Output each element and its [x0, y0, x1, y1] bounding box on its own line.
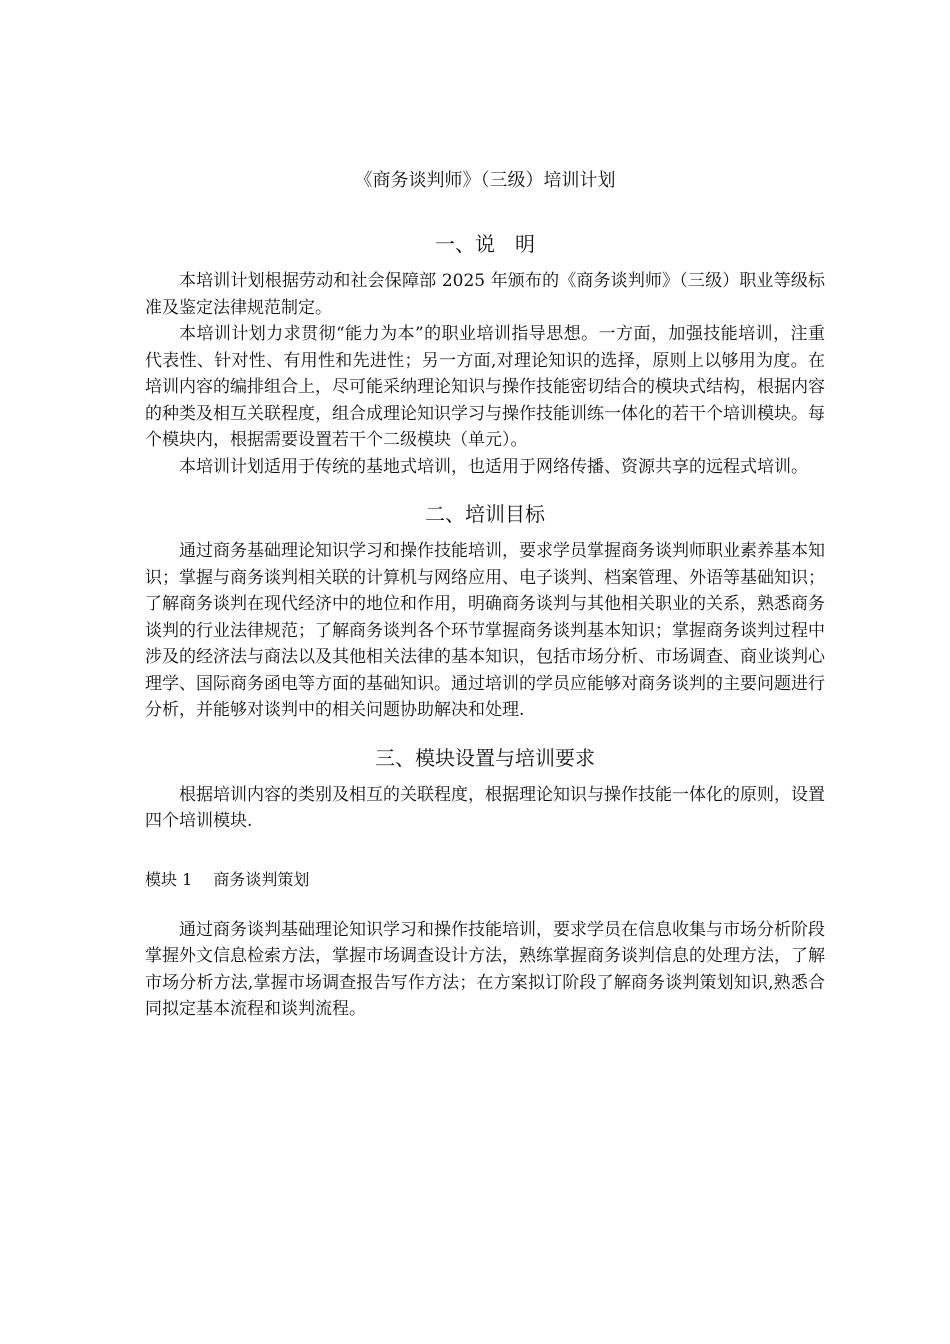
module-1-title: 模块 1 商务谈判策划 [145, 869, 310, 889]
module-1-paragraph: 通过商务谈判基础理论知识学习和操作技能培训，要求学员在信息收集与市场分析阶段掌握外文信息检索方法，掌握市场调查设计方法，熟练掌握商务谈判信息的处理方法，了解市场分析方法,掌握市场调查报告写作方法；在方案拟订阶段了解商务谈判策划知识,熟悉合同拟定基本流程和谈判流程。 [145, 919, 825, 1019]
paragraph: 根据培训内容的类别及相互的关联程度，根据理论知识与操作技能一体化的原则，设置四个培训模块. [145, 784, 825, 831]
document-title: 《商务谈判师》（三级）培训计划 [354, 170, 616, 191]
paragraph: 通过商务基础理论知识学习和操作技能培训，要求学员掌握商务谈判师职业素养基本知识；掌握与商务谈判相关联的计算机与网络应用、电子谈判、档案管理、外语等基础知识；了解商务谈判在现代经济中的地位和作用，明确商务谈判与其他相关职业的关系，熟悉商务谈判的行业法律规范；了解商务谈判各个环节掌握商务谈判基本知识；掌握商务谈判过程中涉及的经济法与商法以及其他相关法律的基本知识，包括市场分析、市场调查、商业谈判心理学、国际商务函电等方面的基础知识。通过培训的学员应能够对商务谈判的主要问题进行分析，并能够对谈判中的相关问题协助解决和处理. [145, 541, 825, 720]
section-heading-training-goals: 二、培训目标 [425, 502, 545, 526]
section-modules [145, 744, 825, 835]
section-explanation [145, 230, 825, 480]
document-page [145, 168, 825, 1023]
paragraph: 本培训计划力求贯彻“能力为本”的职业培训指导思想。一方面，加强技能培训，注重代表性、针对性、有用性和先进性；另一方面,对理论知识的选择，原则上以够用为度。在培训内容的编排组合上，尽可能采纳理论知识与操作技能密切结合的模块式结构，根据内容的种类及相互关联程度，组合成理论知识学习与操作技能训练一体化的若干个培训模块。每个模块内，根据需要设置若干个二级模块（单元）。 [145, 324, 825, 450]
section-training-goals [145, 500, 825, 724]
paragraph: 本培训计划根据劳动和社会保障部 2025 年颁布的《商务谈判师》（三级）职业等级标准及鉴定法律规范制定。 [145, 271, 825, 318]
module-1 [145, 867, 825, 1023]
paragraph: 本培训计划适用于传统的基地式培训，也适用于网络传播、资源共享的远程式培训。 [179, 456, 808, 477]
section-heading-explanation: 一、说 明 [435, 232, 535, 256]
section-heading-modules: 三、模块设置与培训要求 [375, 745, 595, 770]
